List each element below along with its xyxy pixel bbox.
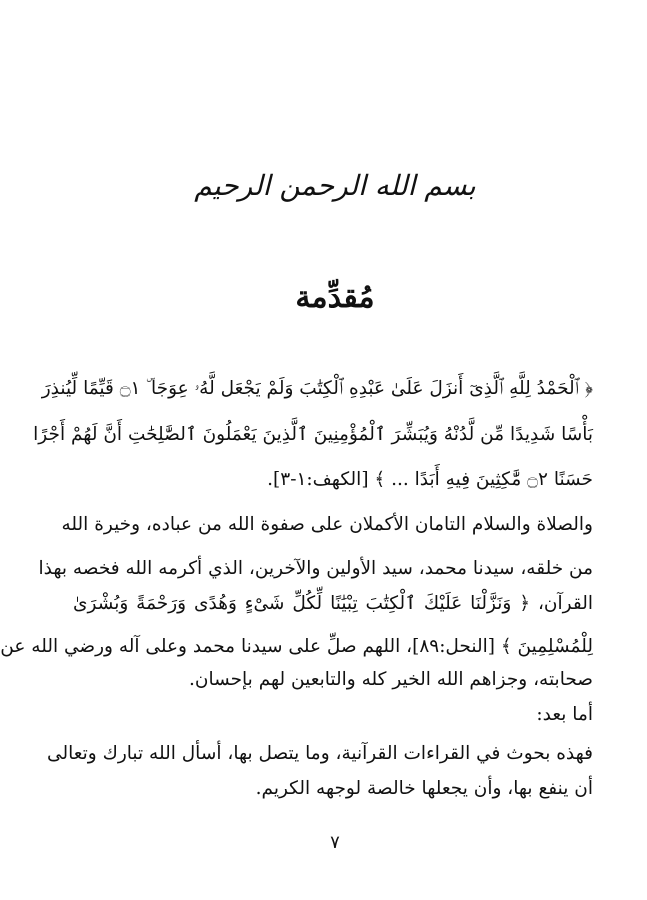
paragraph-line: القرآن، ﴿ وَنَزَّلْنَا عَلَيْكَ ٱلْكِتَٰبَ تِبْيَٰنًا لِّكُلِّ شَىْءٍ وَهُدًى وَرَحْمَةً وَبُشْرَىٰ [73,593,593,614]
paragraph-line: والصلاة والسلام التامان الأكملان على صفوة الله من عباده، وخيرة الله [61,514,593,535]
page-title: مُقدِّمة [295,280,375,315]
section-heading: أما بعد: [536,704,593,725]
paragraph-line: من خلقه، سيدنا محمد، سيد الأولين والآخرين، الذي أكرمه الله فخصه بهذا [38,558,593,579]
paragraph-line: لِلْمُسْلِمِينَ ﴾ [النحل:٨٩]، اللهم صلِّ على سيدنا محمد وعلى آله ورضي الله عن [0,636,593,657]
paragraph-line: أن ينفع بها، وأن يجعلها خالصة لوجهه الكريم. [255,778,593,799]
basmala-calligraphy: بسم الله الرحمن الرحيم [194,169,476,202]
page-number: ٧ [330,832,340,853]
paragraph-line: صحابته، وجزاهم الله الخير كله والتابعين لهم بإحسان. [188,669,593,690]
quran-verse-line: حَسَنًا ۝٢ مَّٰكِثِينَ فِيهِ أَبَدًا ... ﴾ [الكهف:١-٣]. [267,469,593,490]
quran-verse-line: بَأْسًا شَدِيدًا مِّن لَّدُنْهُ وَيُبَشِّرَ ٱلْمُؤْمِنِينَ ٱلَّذِينَ يَعْمَلُونَ ٱلصَّٰلِحَٰتِ أَنَّ لَهُمْ أَجْرًا [33,424,593,445]
paragraph-line: فهذه بحوث في القراءات القرآنية، وما يتصل بها، أسأل الله تبارك وتعالى [47,743,593,764]
quran-verse-line: ﴿ ٱلْحَمْدُ لِلَّهِ ٱلَّذِىٓ أَنزَلَ عَلَىٰ عَبْدِهِ ٱلْكِتَٰبَ وَلَمْ يَجْعَل لَّهُۥ عِوَجَا ۜ ۝١ قَيِّمًا لِّيُنذِرَ [41,378,593,399]
